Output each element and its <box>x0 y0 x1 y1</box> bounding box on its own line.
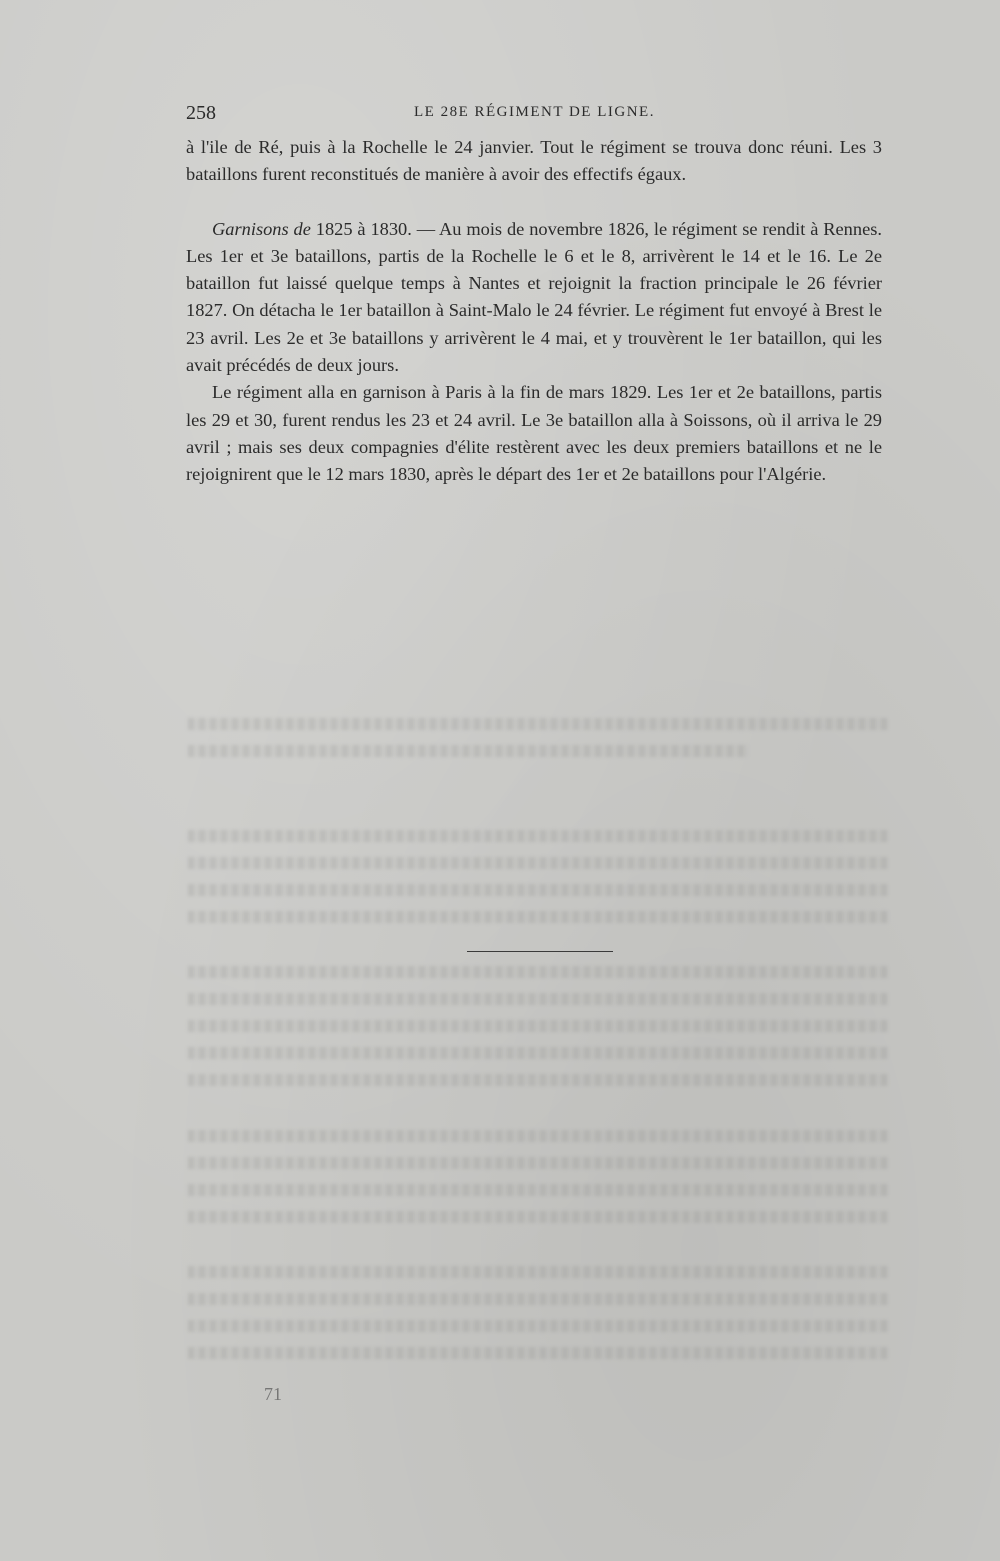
show-through-line <box>188 993 888 1005</box>
show-through-line <box>188 1020 888 1032</box>
show-through-line <box>188 745 748 757</box>
show-through-line <box>188 830 888 842</box>
show-through-line <box>188 718 888 730</box>
show-through-line <box>188 1211 888 1223</box>
body-text <box>186 134 882 489</box>
show-through-line <box>188 1047 888 1059</box>
show-through-line <box>188 1266 888 1278</box>
running-title: LE 28E RÉGIMENT DE LIGNE. <box>414 104 655 120</box>
page-number: 258 <box>186 102 216 124</box>
show-through-line <box>188 911 888 923</box>
section-title-dates: 1825 à 1830. — <box>315 218 439 239</box>
show-through-line <box>188 1130 888 1142</box>
paragraph-1: à l'ile de Ré, puis à la Rochelle le 24 janvier. Tout le régiment se trouva donc réuni. Les 3 bataillons furent reconstitués de manière à avoir des effectifs égaux. <box>186 137 882 185</box>
page-header <box>186 100 884 128</box>
show-through-line <box>188 884 888 896</box>
corner-mark: 71 <box>264 1384 282 1404</box>
show-through-line <box>188 966 888 978</box>
paragraph-2 <box>186 216 882 380</box>
section-title: Garnisons de <box>212 218 311 239</box>
show-through-line <box>188 1074 888 1086</box>
section-end-rule <box>467 951 613 952</box>
show-through-line <box>188 857 888 869</box>
show-through-line <box>188 1320 888 1332</box>
show-through-line <box>188 1184 888 1196</box>
show-through-line <box>188 1157 888 1169</box>
show-through-line <box>188 1293 888 1305</box>
paragraph-2-text: Au mois de novembre 1826, le régiment se rendit à Rennes. Les 1er et 3e bataillons, partis de la Rochelle le 6 et le 8, arrivèrent le 14 et le 16. Le 2e bataillon fut laissé quelque temps à Nantes et rejoignit la fraction principale le 26 février 1827. On détacha le 1er bataillon à Saint-Malo le 24 février. Le régiment fut envoyé à Brest le 23 avril. Les 2e et 3e bataillons y arrivèrent le 4 mai, et y trouvèrent le 1er bataillon, qui les avait précédés de deux jours. <box>186 218 882 376</box>
paragraph-3: Le régiment alla en garnison à Paris à la fin de mars 1829. Les 1er et 2e bataillons, partis les 29 et 30, furent rendus les 23 et 24 avril. Le 3e bataillon alla à Soissons, où il arriva le 29 avril ; mais ses deux compagnies d'élite restèrent avec les deux premiers bataillons et ne le rejoignirent que le 12 mars 1830, après le départ des 1er et 2e bataillons pour l'Algérie. <box>186 382 882 485</box>
show-through-line <box>188 1347 888 1359</box>
